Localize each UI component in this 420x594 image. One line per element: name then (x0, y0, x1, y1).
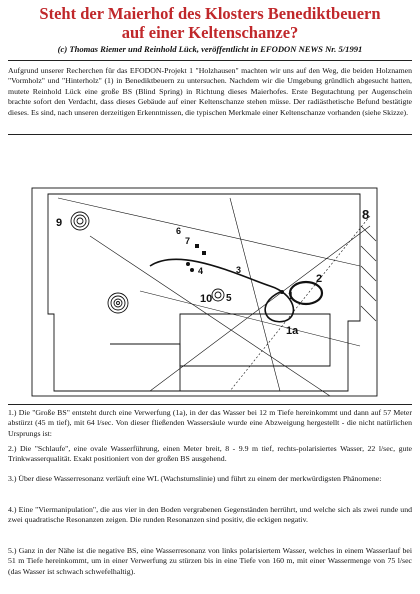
intro-paragraph: Aufgrund unserer Recherchen für das EFODON-Projekt 1 "Holzhausen" machten wir uns auf den Weg, die beiden Holznamen "Vormholz" und "Hinterholz" (1) in Benediktbeuern zu untersuchen. Nachdem wir die Umgebung gründlich abgesucht hatten, mutete Reinhold Lück eine große BS (Blind Spring) in Richtung dieses Maierhofes. Erste Begutachtung per Augenschein brachte sofort den Verdacht, dass dieses Gebäude auf einer Keltenschanze stehen müsse. Der radiästhetische Befund bestätigte dieses. Es sind, nach unseren derzeitigen Erkenntnissen, die typischen Merkmale einer Keltenschanze vorhanden (siehe Skizze). (8, 66, 412, 117)
sketch-line-c (230, 198, 280, 391)
sketch-label-8: 8 (362, 207, 370, 222)
sketch-label-7: 7 (185, 236, 191, 246)
sketch-spiral-5 (212, 289, 224, 301)
sketch-lower-wall (110, 344, 180, 391)
list-item-3: 3.) Über diese Wasserresonanz verläuft eine WL (Wachstumslinie) und führt zu einem der merkwürdigsten Phänomene: (8, 474, 382, 483)
list-item-1: 1.) Die "Große BS" entsteht durch eine Verwerfung (1a), in der das Wasser bei 12 m Tiefe hereinkommt und dann auf 57 Meter abstürzt (45 m tief), mit 64 l/sec. Von dieser fließenden Wassersäule wurde eine Abzweigung hergestellt - die nicht natürlichen Ursprungs ist: (8, 408, 412, 438)
sketch-outer-boundary (32, 188, 377, 396)
sketch-label-5: 5 (226, 293, 232, 304)
page-title (0, 4, 420, 42)
title-line-1: Steht der Maierhof des Klosters Benediktbeuern (39, 4, 381, 23)
site-sketch (30, 186, 385, 401)
sketch-oval-2 (290, 282, 322, 304)
byline: (c) Thomas Riemer und Reinhold Lück, veröffentlicht in EFODON NEWS Nr. 5/1991 (57, 44, 363, 54)
sketch-label-4: 4 (198, 266, 204, 276)
rule-mid (8, 134, 412, 135)
list-item-4: 4.) Eine "Viermanipulation", die aus vier in den Boden vergrabenen Gegenständen herrührt, und welche sich als zwei runde und zwei quadratische Resonanzen zeigen. Die runden Resonanzen sind positiv, die eckigen negativ. (8, 505, 412, 525)
sketch-label-6: 6 (176, 226, 182, 236)
rule-top (8, 60, 412, 61)
sketch-label-10: 10 (200, 293, 213, 305)
sketch-label-1: 1 (288, 291, 294, 302)
sketch-line-a (58, 198, 360, 266)
list-item-2: 2.) Die "Schlaufe", eine ovale Wasserführung, einen Meter breit, 8 - 9.9 m tief, rechts-polarisiertes Wasser, 22 l/sec, gute Trinkwasserqualität. Exakt positioniert von der großen BS ausgehend. (8, 444, 412, 464)
sketch-label-2: 2 (316, 273, 323, 285)
sketch-building (180, 314, 330, 366)
title-line-2: auf einer Keltenschanze? (121, 23, 299, 42)
sketch-line-e (140, 291, 360, 346)
sketch-label-9: 9 (56, 217, 63, 229)
sketch-label-3: 3 (236, 265, 242, 275)
list-item-5: 5.) Ganz in der Nähe ist die negative BS, eine Wasserresonanz von links polarisiertem Wasser, welches in einem Wasserlauf bei 51 m Tiefe hereinkommt, um in einer Verwerfung zu stürzen bis in eine Tiefe von 160 m, mit einer Wassermenge von 75 l/sec (das Wasser ist schwach schwefelhaltig). (8, 546, 412, 576)
rule-low (8, 404, 412, 405)
sketch-line-b (90, 236, 330, 396)
sketch-label-1a: 1a (286, 325, 299, 337)
